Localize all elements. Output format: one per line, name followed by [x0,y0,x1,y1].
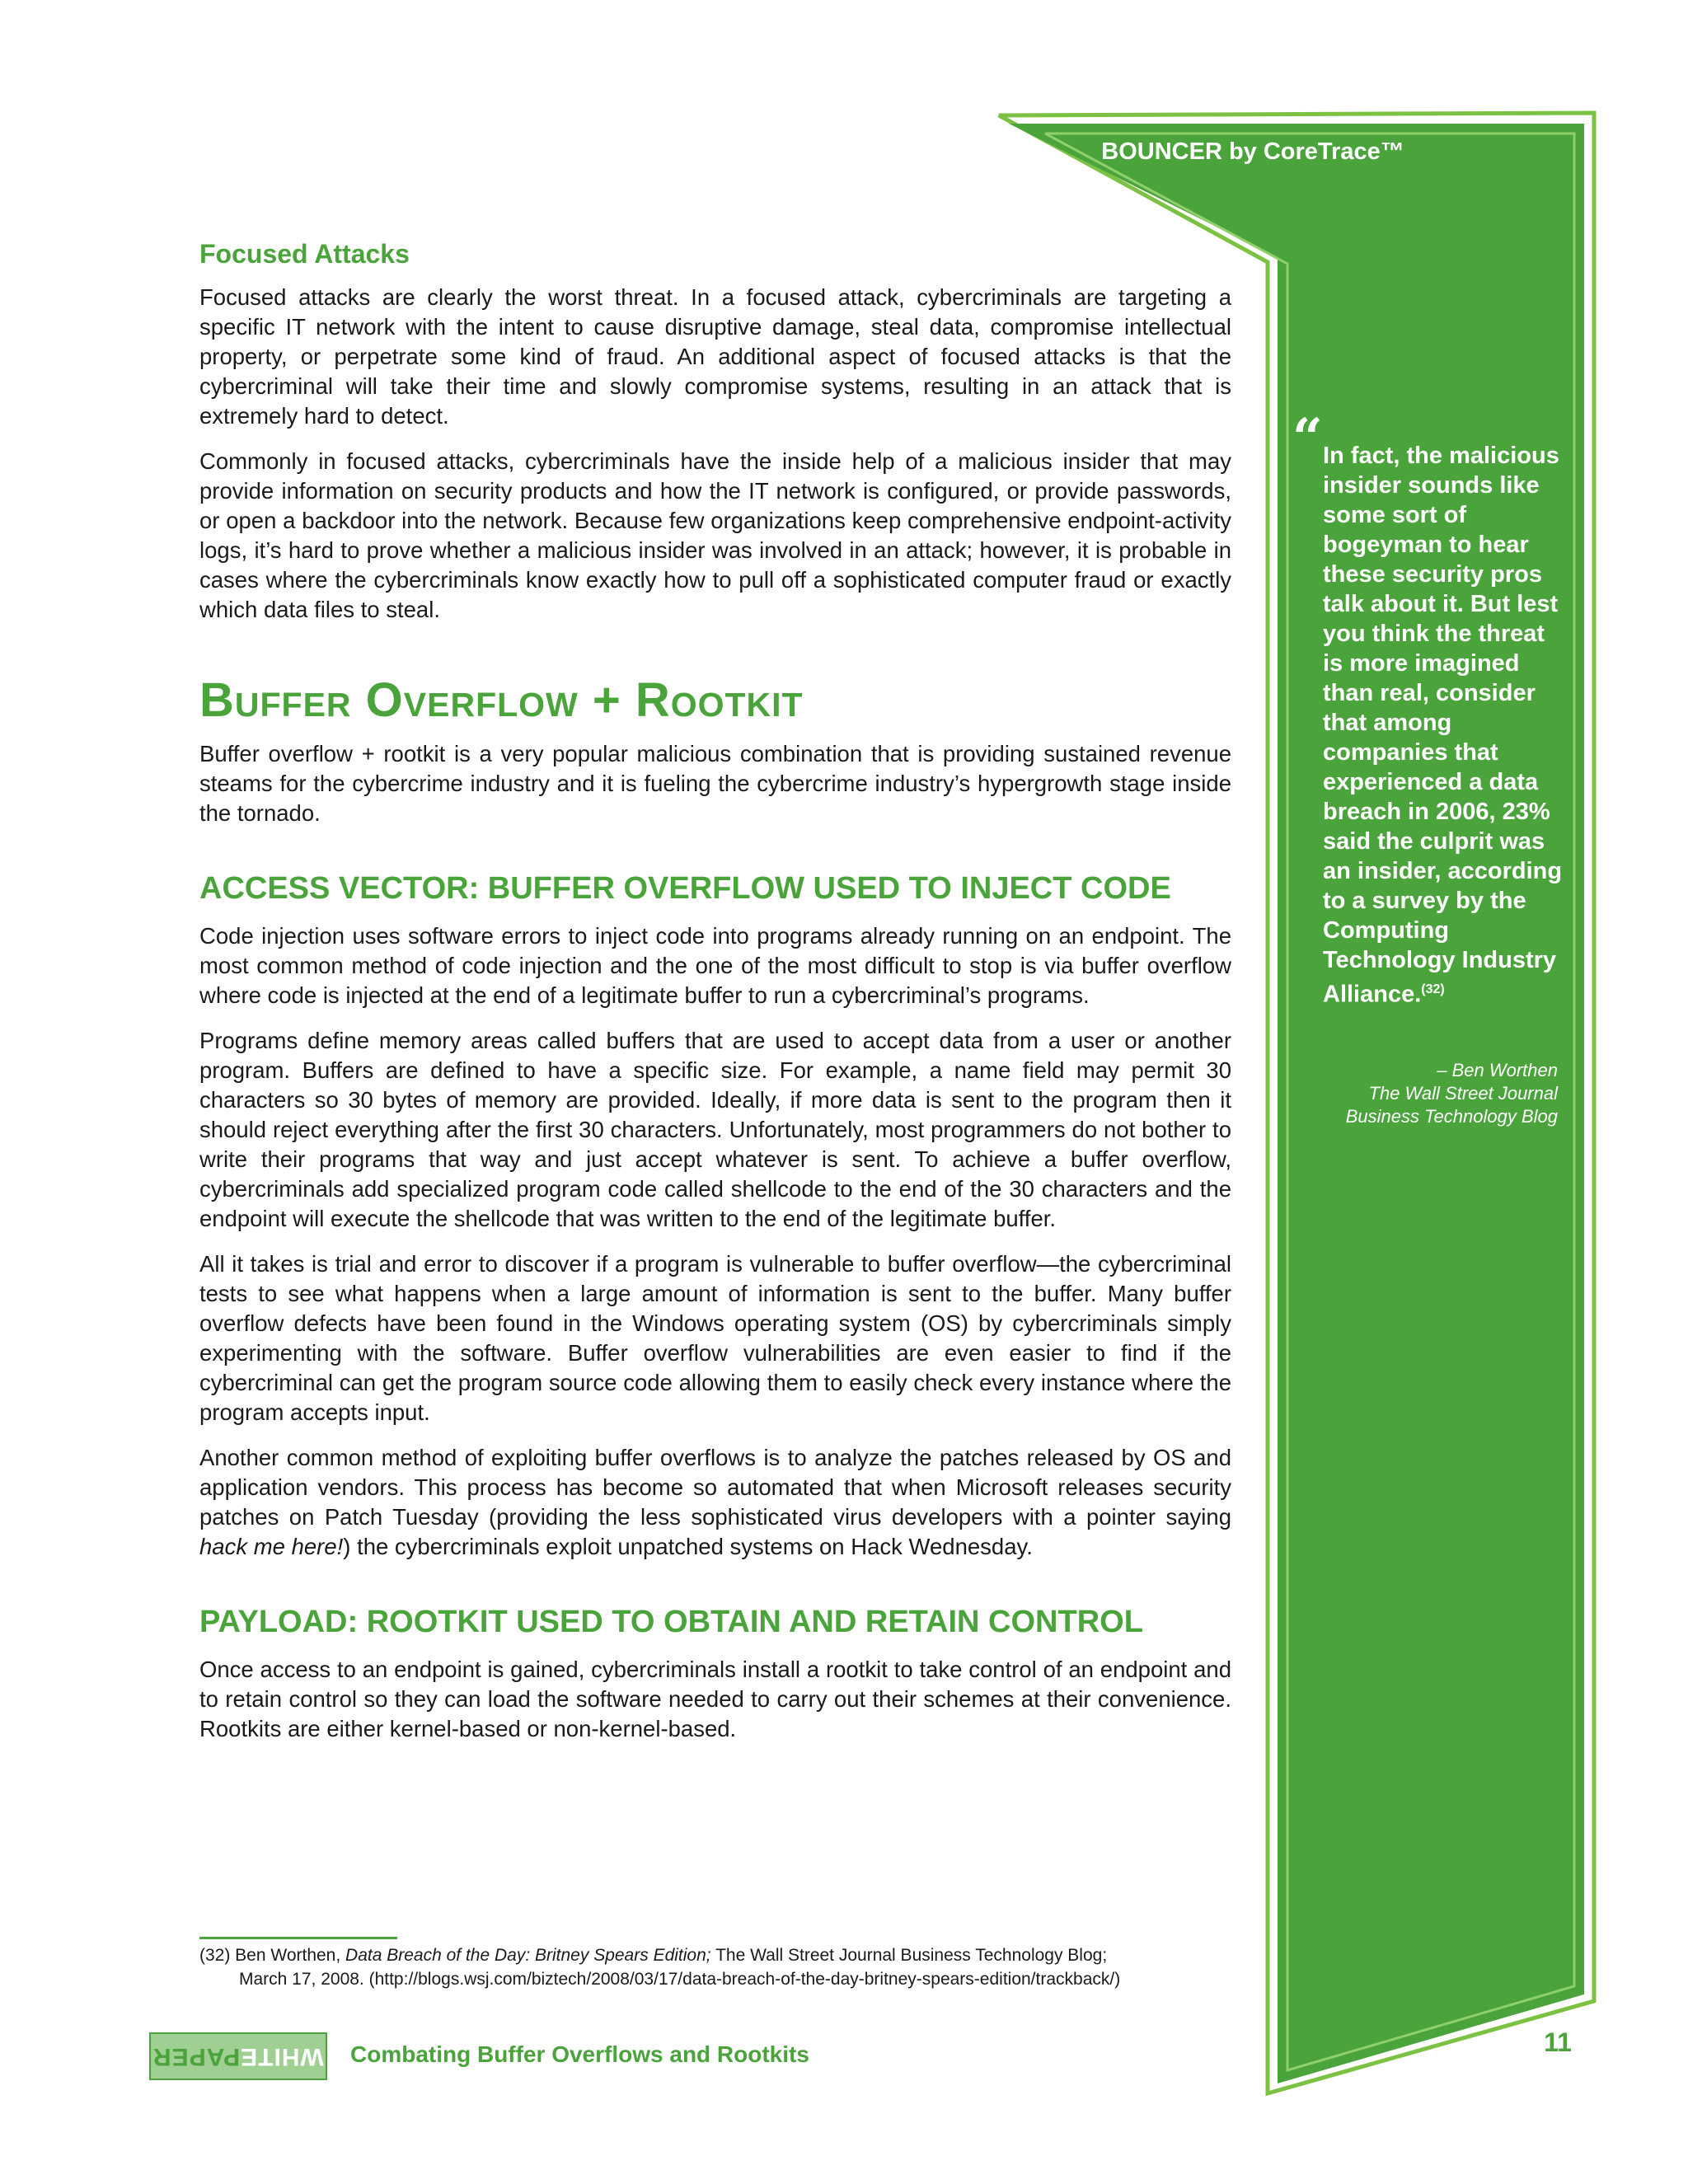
logo-paper-word: PAPER [152,2043,241,2070]
access-paragraph-1: Code injection uses software errors to inject code into programs already running on an endpoint. The most common method of code injection and the one of the most difficult to stop is via buffer overflow where code is injected at the end of a legitimate buffer to run a cybercriminal’s programs. [199,923,1231,1008]
access-paragraph-4 [199,1443,1231,1562]
footer-document-title: Combating Buffer Overflows and Rootkits [350,2041,809,2067]
quote-mark: “ [1292,407,1323,469]
focused-paragraph-1: Focused attacks are clearly the worst threat. In a focused attack, cybercriminals are targeting a specific IT network with the intent to cause disruptive damage, steal data, compromise intellectual property, or perpetrate some kind of fraud. An additional aspect of focused attacks is that the cybercriminal will take their time and slowly compromise systems, resulting in an attack that is extremely hard to detect. [199,284,1231,429]
footnote-rest: The Wall Street Journal Business Technology Blog; [710,1946,1108,1965]
payload-heading: PAYLOAD: ROOTKIT USED TO OBTAIN AND RETAIN CONTROL [199,1605,1143,1639]
footnote [199,1943,1271,1991]
focused-paragraph-2: Commonly in focused attacks, cybercriminals have the inside help of a malicious insider that may provide information on security products and how the IT network is configured, or provide passwords, or open a backdoor into the network. Because few organizations keep comprehensive endpoint-activity logs, it’s hard to prove whether a malicious insider was involved in an attack; however, it is probable in cases where the cybercriminals know exactly how to pull off a sophisticated computer fraud or exactly which data files to steal. [199,448,1231,622]
attribution-blog: Business Technology Blog [1345,1106,1558,1127]
access-paragraph-2: Programs define memory areas called buffers that are used to accept data from a user or another program. Buffers are defined to have a specific size. For example, a name field may permit 30 characters so 30 bytes of memory are provided. Ideally, if more data is sent to the program then it should reject everything after the first 30 characters. Unfortunately, most programmers do not bother to write their programs that way and just accept whatever is sent. To achieve a buffer overflow, cybercriminals add specialized program code called shellcode to the end of the 30 characters and the endpoint will execute the shellcode that was written to the end of the legitimate buffer. [199,1028,1231,1231]
pull-quote-text: In fact, the malicious insider sounds like some sort of bogeyman to hear these security pros talk about it. But lest you think the threat is more imagined than real, consider that among companies that experienced a data breach in 2006, 23% said the culprit was an insider, according to a survey by the Computing Technology Industry Alliance. [1323,443,1563,1008]
pull-quote-reference: (32) [1421,982,1445,996]
footnote-line-2: March 17, 2008. (http://blogs.wsj.com/biztech/2008/03/17/data-breach-of-the-day-britney-spears-edition/trackback/) [239,1970,1121,1989]
footnote-number: (32) Ben Worthen, [199,1946,346,1965]
logo-white-word: WHITE [240,2043,324,2070]
access-paragraph-3: All it takes is trial and error to discover if a program is vulnerable to buffer overflow—the cybercriminal tests to see what happens when a large amount of information is sent to the buffer. Many buffer overflow defects have been found in the Windows operating system (OS) by cybercriminals simply experimenting with the software. Buffer overflow vulnerabilities are even easier to find if the cybercriminal can get the program source code allowing them to easily check every instance where the program accepts input. [199,1251,1231,1425]
attribution-publication: The Wall Street Journal [1368,1083,1558,1104]
buffer-paragraph-1: Buffer overflow + rootkit is a very popular malicious combination that is providing sustained revenue steams for the cybercrime industry and it is fueling the cybercrime industry’s hypergrowth stage inside the tornado. [199,741,1231,826]
payload-paragraph-1: Once access to an endpoint is gained, cybercriminals install a rootkit to take control of an endpoint and to retain control so they can load the software needed to carry out their schemes at their convenience. Rootkits are either kernel-based or non-kernel-based. [199,1657,1231,1741]
buffer-overflow-heading: Buffer Overflow + Rootkit [199,673,804,727]
access-p4-text-a: Another common method of exploiting buffer overflows is to analyze the patches released by OS and application vendors. This process has become so automated that when Microsoft releases security patches on Patch Tuesday (providing the less sophisticated virus developers with a pointer saying [199,1445,1231,1530]
footnote-title: Data Breach of the Day: Britney Spears Edition; [345,1946,711,1965]
page-number: 11 [1544,2027,1572,2057]
access-vector-heading: ACCESS VECTOR: BUFFER OVERFLOW USED TO INJECT CODE [199,871,1171,906]
whitepaper-logo [149,2032,327,2080]
pull-quote [1323,441,1570,1010]
focused-attacks-heading: Focused Attacks [199,239,410,269]
access-p4-text-b: ) the cybercriminals exploit unpatched systems on Hack Wednesday. [343,1534,1033,1559]
brand-label: BOUNCER by CoreTrace™ [1101,138,1404,165]
access-p4-italic: hack me here! [199,1534,344,1559]
attribution-author: – Ben Worthen [1437,1060,1558,1080]
quote-attribution [1286,1059,1558,1128]
whitepaper-logo-text [152,2042,324,2070]
main-content [199,239,1231,1760]
footnote-divider [199,1937,397,1939]
